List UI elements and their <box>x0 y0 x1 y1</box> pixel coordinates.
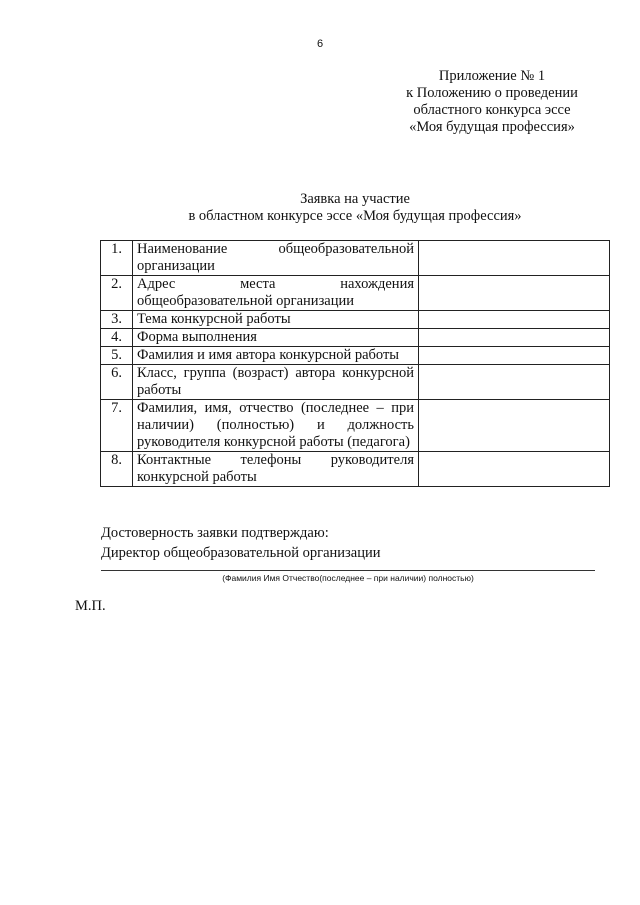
row-number: 5. <box>101 347 133 365</box>
row-value-cell[interactable] <box>419 365 610 400</box>
row-value-cell[interactable] <box>419 311 610 329</box>
row-number: 3. <box>101 311 133 329</box>
row-value-cell[interactable] <box>419 347 610 365</box>
appendix-line-2: к Положению о проведении <box>406 85 578 101</box>
row-number: 1. <box>101 241 133 276</box>
appendix-line-1: Приложение № 1 <box>438 68 546 84</box>
row-field-label: Наименование общеобразовательной организации <box>133 241 419 276</box>
row-number: 2. <box>101 276 133 311</box>
appendix-line-3: областного конкурса эссе <box>413 102 571 118</box>
row-field-label: Контактные телефоны руководителя конкурсной работы <box>133 452 419 487</box>
table-row <box>101 365 610 400</box>
row-number: 7. <box>101 400 133 452</box>
row-number: 6. <box>101 365 133 400</box>
confirmation-line-2: Директор общеобразовательной организации <box>101 545 381 561</box>
row-field-label: Тема конкурсной работы <box>133 311 419 329</box>
row-field-label: Фамилия и имя автора конкурсной работы <box>133 347 419 365</box>
row-value-cell[interactable] <box>419 329 610 347</box>
confirmation-line-1: Достоверность заявки подтверждаю: <box>101 525 329 541</box>
stamp-place-label: М.П. <box>75 598 106 614</box>
row-field-label: Фамилия, имя, отчество (последнее – при наличии) (полностью) и должность руководителя конкурсной работы (педагога) <box>133 400 419 452</box>
row-value-cell[interactable] <box>419 241 610 276</box>
row-value-cell[interactable] <box>419 452 610 487</box>
application-table <box>100 240 610 487</box>
signature-caption: (Фамилия Имя Отчество(последнее – при наличии) полностью) <box>222 573 474 583</box>
table-row <box>101 347 610 365</box>
table-row <box>101 311 610 329</box>
row-field-label: Форма выполнения <box>133 329 419 347</box>
confirmation-block <box>101 523 380 563</box>
row-value-cell[interactable] <box>419 400 610 452</box>
appendix-header <box>380 68 604 136</box>
table-row <box>101 241 610 276</box>
page-number: 6 <box>316 38 324 50</box>
table-row <box>101 452 610 487</box>
row-field-label: Класс, группа (возраст) автора конкурсной работы <box>133 365 419 400</box>
row-number: 8. <box>101 452 133 487</box>
row-number: 4. <box>101 329 133 347</box>
row-field-label: Адрес места нахождения общеобразовательной организации <box>133 276 419 311</box>
table-row <box>101 329 610 347</box>
form-title-line-2: в областном конкурсе эссе «Моя будущая профессия» <box>188 208 522 224</box>
appendix-line-4: «Моя будущая профессия» <box>409 119 575 135</box>
row-value-cell[interactable] <box>419 276 610 311</box>
form-title <box>100 191 610 225</box>
table-row <box>101 276 610 311</box>
form-title-line-1: Заявка на участие <box>300 191 410 207</box>
table-row <box>101 400 610 452</box>
signature-line <box>101 570 595 571</box>
